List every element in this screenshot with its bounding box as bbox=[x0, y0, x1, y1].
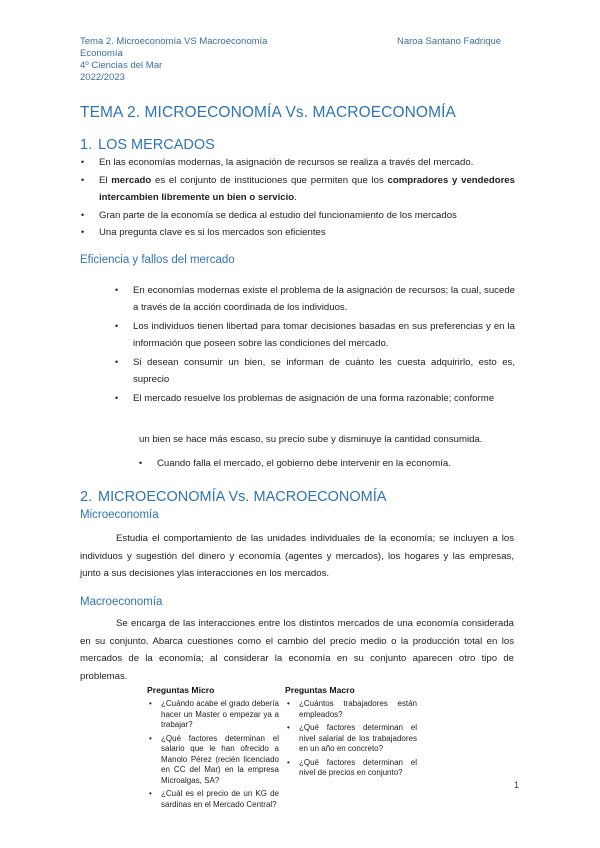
micro-questions-column bbox=[147, 685, 279, 813]
questions-table bbox=[147, 685, 417, 835]
bullet-text: . bbox=[294, 192, 297, 203]
header-topic: Tema 2. Microeconomía VS Macroeconomía bbox=[80, 36, 268, 47]
bullet-icon: • bbox=[287, 757, 290, 767]
section-2-number: 2. bbox=[80, 489, 93, 505]
bullet-text: En economías modernas existe el problema de la asignación de recursos; la cual, sucede a través de la acción coordinada de los individuos. bbox=[133, 285, 515, 313]
list-item bbox=[115, 390, 515, 407]
macro-questions-title: Preguntas Macro bbox=[285, 685, 355, 695]
list-item-continuation: un bien se hace más escaso, su precio sube y disminuye la cantidad consumida. bbox=[139, 434, 483, 445]
bullet-text: es el conjunto de instituciones que permiten que los bbox=[151, 175, 388, 186]
list-item bbox=[81, 207, 515, 224]
bullet-text: Si desean consumir un bien, se informan de cuánto les cuesta adquirirlo, esto es, suprecio bbox=[133, 357, 515, 385]
header-subject: Economía bbox=[80, 48, 123, 59]
macro-heading: Macroeconomía bbox=[80, 596, 163, 608]
section-1-number: 1. bbox=[80, 137, 93, 153]
list-item bbox=[81, 224, 515, 241]
bullet-icon: • bbox=[115, 393, 119, 403]
list-item bbox=[139, 455, 515, 472]
list-item bbox=[81, 154, 515, 171]
bullet-icon: • bbox=[81, 210, 85, 220]
question-text: ¿Cuándo acabe el grado debería hacer un Master o empezar ya a trabajar? bbox=[161, 699, 279, 729]
list-item bbox=[147, 789, 279, 810]
question-text: ¿Qué factores determinan el nivel de precios en conjunto? bbox=[299, 757, 417, 777]
page-title: TEMA 2. MICROECONOMÍA Vs. MACROECONOMÍA bbox=[80, 104, 456, 121]
macro-questions-list bbox=[285, 699, 417, 779]
bullet-text: Gran parte de la economía se dedica al estudio del funcionamiento de los mercados bbox=[99, 210, 457, 221]
bullet-icon: • bbox=[81, 175, 85, 185]
bullet-icon: • bbox=[115, 321, 119, 331]
bullet-icon: • bbox=[149, 789, 152, 798]
micro-paragraph: Estudia el comportamiento de las unidades individuales de la economía; se incluyen a los individuos y sugestión del dinero y economía (agentes y mercados), los hogares y las empresas, junto a sus decisiones ylas interacciones en los mercados. bbox=[80, 533, 514, 579]
header-year: 2022/2023 bbox=[80, 72, 125, 83]
bold-term: compradores y vendedores intercambien libremente un bien o servicio bbox=[99, 175, 515, 203]
section-2-heading bbox=[80, 489, 386, 505]
micro-heading: Microeconomía bbox=[80, 509, 159, 521]
bullet-icon: • bbox=[81, 157, 85, 167]
list-item bbox=[285, 699, 417, 720]
list-item bbox=[81, 172, 515, 206]
bullet-text: Una pregunta clave es si los mercados son eficientes bbox=[99, 227, 326, 238]
bullet-text: Cuando falla el mercado, el gobierno debe intervenir en la economía. bbox=[157, 458, 451, 469]
bullet-text: Los individuos tienen libertad para tomar decisiones basadas en sus preferencias y en la información que poseen sobre las condiciones del mercado. bbox=[133, 321, 515, 349]
bold-term: mercado bbox=[111, 175, 152, 186]
list-item bbox=[115, 282, 515, 316]
micro-questions-list bbox=[147, 699, 279, 810]
question-text: ¿Cuántos trabajadores están empleados? bbox=[299, 699, 417, 719]
macro-questions-column bbox=[285, 685, 417, 782]
bullet-text: El mercado resuelve los problemas de asignación de una forma razonable; conforme bbox=[133, 393, 495, 404]
bullet-icon: • bbox=[115, 285, 119, 295]
list-item bbox=[147, 734, 279, 787]
list-item bbox=[115, 354, 515, 388]
section-1-title: LOS MERCADOS bbox=[98, 137, 215, 153]
list-item bbox=[285, 758, 417, 779]
header-left bbox=[80, 36, 340, 84]
list-item bbox=[147, 699, 279, 731]
header-course: 4º Ciencias del Mar bbox=[80, 60, 163, 71]
bullet-icon: • bbox=[81, 227, 85, 237]
bullet-icon: • bbox=[149, 699, 152, 708]
list-item bbox=[115, 318, 515, 352]
question-text: ¿Qué factores determinan el salario que le han ofrecido a Manolo Pérez (recién licenciado en CC del Mar) en la empresa Microalgas, SA? bbox=[161, 733, 279, 785]
macro-paragraph: Se encarga de las interacciones entre los distintos mercados de una economía considerada en su conjunto. Abarca cuestiones como el cambio del precio medio o la producción total en los mercados de la economía; al considerar la economía en su conjunto aparecen otro tipo de problemas. bbox=[80, 618, 514, 682]
bullet-icon: • bbox=[287, 699, 290, 708]
section-1-heading bbox=[80, 137, 215, 153]
bullet-text: El bbox=[99, 175, 112, 186]
bullet-text: En las economías modernas, la asignación de recursos se realiza a través del mercado. bbox=[99, 157, 474, 168]
question-text: ¿Cuál es el precio de un KG de sardinas en el Mercado Central? bbox=[161, 789, 279, 809]
section-2-title: MICROECONOMÍA Vs. MACROECONOMÍA bbox=[98, 489, 387, 505]
micro-questions-title: Preguntas Micro bbox=[147, 685, 215, 695]
question-text: ¿Qué factores determinan el nivel salarial de los trabajadores en un año en concreto? bbox=[299, 723, 417, 753]
list-item bbox=[285, 723, 417, 755]
subsection-heading: Eficiencia y fallos del mercado bbox=[80, 254, 235, 266]
bullet-icon: • bbox=[139, 458, 143, 468]
header-author: Naroa Santano Fadrique bbox=[397, 36, 502, 47]
bullet-icon: • bbox=[115, 357, 119, 367]
bullet-icon: • bbox=[149, 733, 152, 743]
bullet-icon: • bbox=[287, 723, 290, 732]
page-number: 1 bbox=[514, 780, 520, 790]
